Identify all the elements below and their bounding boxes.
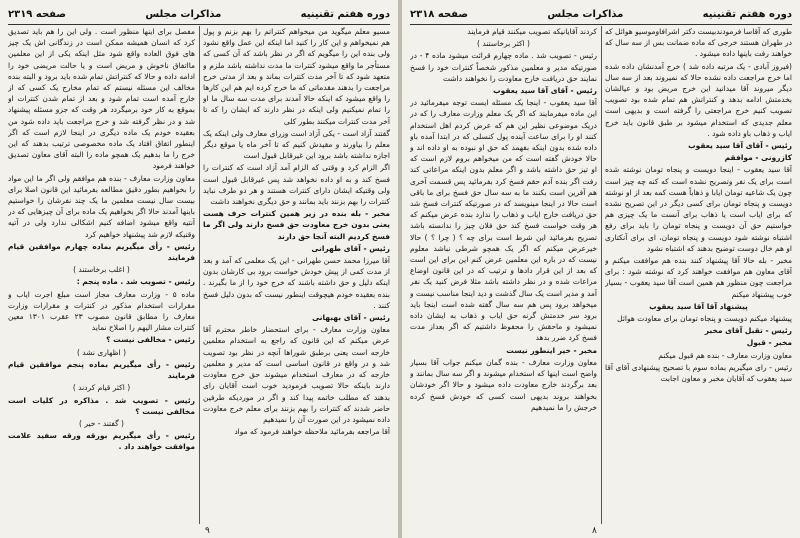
proposal-heading: پیشنهاد آقا آقا سید یعقوب (649, 301, 748, 311)
speaker-line: رئیس - آقای طهرانی (311, 243, 390, 253)
paragraph: آقا مراجعه بفرمائید ملاحظه خواهند فرمود که مواد (234, 427, 390, 437)
journal-term: دوره هفتم تقنینیه (300, 8, 390, 20)
vote-result: ( اکثر برخاستند ) (477, 39, 530, 49)
page-2318 (402, 0, 800, 538)
speaker-line: رئیس - تصویب شد . ماده پنجم : (76, 277, 195, 287)
paragraph: گفتند آزاد است - یکی آزاد است وزرای معارف ولی اینکه یک معلم را بیاورند و مقیدش کنیم که تا آخر ماه یا موقع دیگر اجازه نداشته باشد برود این غیرقابل قبول است (203, 128, 390, 161)
speaker-line: رئیس - مخالفی نیست ؟ (106, 335, 195, 345)
paragraph: رئیس - رای میگیریم بماده سوم با تصحیح پیشنهادی آقای آقا سید یعقوب که آقایان مخبر و معاون اجابت (605, 362, 792, 384)
page-2319 (0, 0, 398, 538)
speaker-line: رئیس - تصویب شد . مذاکره در کلیات است مخالفی نیست ؟ (8, 395, 195, 416)
vote-result: ( اظهاری نشد ) (76, 347, 126, 357)
speaker-line: مخبر - بله بنده در زیر همین کنترات حرف هست یعنی بدون خرج معاودت حق فسخ دارند ولی اگر ما فسخ کردیم البته آنجا حق دارند (203, 209, 390, 241)
paragraph: مفصل برای اینها منظور است . ولی این را هم باید تصدیق کرد که انسان همیشه ممکن است در زندگانی اش یک چیز های فوق العاده واقع شود مثل اینکه یکی از این معلمین مااتفاق ناخوش و مریض است و یا حالت مریضی خود را ادامه داده و حالا که کنتراتش تمام شده باید برود و البته بنده مخالف این مسئله نیستم که تمام مخارج یک کسی که از خارج آمده است تمام شود و بعد از تمام شدن کنترات او بموقع به کار خود برمیگردد هر وقت که جزو مسئله پیشنهاد شد و در نظر گرفته شد و خرج مراجعت باید داده شود من بعقیده خودم یک ماده دیگری در اینجا لازم است که اگر اینطور اتفاق افتاد یک ماده مخصوصی ترتیب بدهند که این خرج را ما بدهیم یک همچو ماده را البته آقای معاون تصدیق خواهند فرمود (8, 27, 195, 171)
speaker-line: رئیس - آقای بهبهانی (312, 313, 390, 323)
speaker-line: رئیس - آقای آقا سید یعقوب (688, 141, 792, 151)
paragraph: طوری که آقاسا فرمودندبیست دکتر اشرافاوموسیو هوائل که در طهران هستند خرجی که ماده ضمانت بس از سه سال که خواهند رفت باینها داده میشود . (605, 27, 792, 59)
speaker-line: رئیس - تقبل آقای مخبر (704, 326, 792, 336)
article-text: ماده ۵ - وزارت معارف مجاز است مبلغ اجرت ایاب و مقرارات استخدام مذکور در کنترات و مقرارات وزارت معارف را مطابق قانون مصوب ۲۳ عقرب ۱۳۰۱ معین کنترات مشار الیهم را اصلاح نماید (8, 289, 195, 333)
page-number: ۹ (205, 526, 210, 536)
text-columns (410, 26, 792, 524)
paragraph: آقا سید یعقوب - اینجا یک مسئله ایست توجه میفرمائید در این ماده میفرمایند که اگر یک معلم وزارت معارف را که در دریک موضوعی نظیر این هم که عرض کردم اهل استخدام کنند او را برای ساعت آینده پول کنسلی که در ابتدا آمده باو داده شده بدون اینکه بفهمد که حق او نبوده به او داده اند و حالا خودش گفته است که من میخواهم بروم لازم است که او تیز حق داشته باشد و اگر معلم بدون اینکه مراعاتی کند رفت اگر بنده آدم حقم فسخ کرد بفرمائید پس قسمت آخری هم آفرین است بکنند ما به سه سال حق فسخ برای ما باقی است حالا در اینجا مینویسد که در صورتیکه کنترات فسخ شد حق دریافت خارج ایاب و ذهاب را ندارد بنده عرض میکنم که هر وقت خواست فسخ کند حق فلان چیز را ندانسته باشد تصریح بفرمائید این شرط است برای چه ؟ ( چرا ؟ ) حالا خیرعرض میکنم که اگر یک همچو شرطی نباشد معلوم نیست که در باره این معلمین عرض کنم این برای این است که بعد از این قرار دادها و ترتیب که در این قانون اوضاع مراعات شده و در نظر داشته باشد مثلا فرض کنید یک نفر آمد و مدیر است یک سال گذشت و دید اینجا مناسب نیست و میخواهد برود پس هم سه سال گفته شده است اینجا باید برود سر خدمتش گرنه حق ایاب و ذهاب به ایشان داده نمیشود و ماحقش را محفوظ داشتیم که اگر بعداز مدت فسخ کرد ضرر بدهد (410, 98, 597, 343)
speaker-line: مخبر - خیر اینطور نیست (506, 345, 597, 355)
speaker-line: رئیس - رأی میگیریم بماده پنجم موافقین قیام فرمایند (8, 359, 195, 381)
page-number: ۸ (592, 526, 597, 536)
page-header (410, 6, 792, 25)
paragraph: معاون وزارت معارف - بنده گمان میکنم جواب آقا بسیار واضح است اینها که استخدام میشوند و اگر سه سال بمانند و بعد برگردند خارج معاودت داده میشود و حالا اگر خودشان بخواهند بروند بدیهی است کسی که خودش فسخ کرده خرجش را ما نمیدهیم (410, 357, 597, 412)
vote-result: ( گفتند - خیر ) (79, 418, 124, 428)
text-columns (8, 26, 390, 524)
paragraph: آقا سید یعقوب - اینجا دویست و پنجاه تومان نوشته شده است برای یک نفر وتصریح نشده است که کنه چه چیز است چون یک شاعیه تومان ایابا و ذهاباً هست کمه بعد از او نوشته دویست و پنجاه تومان برای کسی دیگر در این تصریح نشده که برای ایاب است یا ذهاب برای آنست ما یک چیزی هم خواستیم حق آن دویست و پنجاه تومان را باید برای رفع اشتباه نوشته شود دویست و پنجاه تومان، ای برای آنکتاری او هم خال دوست توضیح بدهند که اشتباه نشود (605, 165, 792, 253)
speaker-line: رئیس - رأی میگیریم بماده چهارم موافقین قیام فرمایند (8, 241, 195, 263)
paragraph: مسیو معلم میگوید من میخواهم کنتراتم را بهم بزنم و پول هم نمیخواهم و این کار را کنید اما اینکه این عمل واقع نشود ولی بنده این را میگویم که اگر در نظر باشد که آن کسی که مستأجر ما واقع میشود کنترات ما مدت نداشته باشد ملزم و متعهد شود که تا آخر مدت کنترات بماند و بعد از مدتی خرج مراجعت را بدهند مقدماتی که ما خرج کرده ایم هم این کارها را واقع میشود که اینکه حالا آمدند برای مدت سه سال ما او را تمام نمیکنیم ولی اینکه در نظر دارند که ایشان را که تا آخر مدت کنترات میکنند بطور کلی (203, 27, 390, 126)
paragraph: کردند آقایانیکه تصویب میکنند قیام فرمایند (467, 27, 597, 36)
speaker-line: کازرونی - موافقم (724, 153, 792, 163)
paragraph: پیشنهاد میکنم دویست و پنجاه تومان برای معاودت هوائل (617, 314, 792, 324)
column-left (410, 26, 597, 524)
journal-term: دوره هفتم تقنینیه (702, 8, 792, 20)
journal-title: مذاکرات مجلس (145, 8, 222, 20)
journal-title: مذاکرات مجلس (547, 8, 624, 20)
column-right (203, 26, 390, 524)
speaker-line: مخبر - قبول (746, 338, 792, 348)
page-header (8, 6, 390, 25)
paragraph: اگر الزام کرد و وقتی که الزام آمد آزاد است که کنترات را فسخ کند و به او داده نخواهد شد پس غیرقابل قبول است ولی وقتیکه ایشان دارای کنترات هستند و هر دو طرف نباید کنترات را بهم بزنند باید بمانند و حق دیگری نخواهند داشت (203, 163, 390, 207)
paragraph: معاون وزارت معارف - بنده هم قبول میکنم (658, 350, 792, 360)
paragraph: رئیس - تصویب شد . ماده چهارم قرائت میشود ماده ۴ - در صورتیکه مدیر و معلمین مذکور شخصاً کنترات خود را فسخ نمایند حق دریافت خارج معاودت را نخواهند داشت (410, 51, 597, 83)
speaker-line: رئیس - آقای آقا سید یعقوب (493, 86, 597, 96)
page-label: صفحه ۲۳۱۸ (410, 8, 469, 20)
paragraph: معاون وزارت معارف - بنده هم موافقم ولی اگر ما این مواد را بخواهیم بطور دقیق مطالعه بفرمائید این قانون اصلا برای بیست سال نیست معلمین ما یک چند نفرشان را خواستیم باینها آمدند حالا اگر بخواهیم یک ماده برای آن چیزهایی که در آنتیه واقع میشود اضافه کنیم اشکالی ندارد ولی در آتیه وقتیکه لازم شد پیشنهاد خواهیم کرد (8, 173, 195, 239)
vote-result: ( اکثر قیام کردند ) (72, 383, 131, 393)
column-left (8, 26, 195, 524)
book-gutter (398, 0, 402, 538)
paragraph: مخبر - بله حالا آقا پیشنهاد کنند بنده هم موافقت میکنم و آقای معاون هم موافقت خواهند کرد که نوشته شود : برای مراجعت چون منظور هم همین است آقا سید یعقوب - بسیار خوب پیشنهاد میکنم (605, 256, 792, 299)
vote-result: ( اغلب برخاستند ) (73, 265, 130, 275)
page-label: صفحه ۲۳۱۹ (8, 8, 67, 20)
paragraph: (فیروز آبادی - یک مرتبه داده شد ) خرج آمدنشان داده شده اما خرج مراجعت داده نشده حالا که نمیروند بعد از سه سال دیگر میروند آقا میدانید این خرج مریض بود و عیالشان بخدمتش ادامه بدهد و کنتراتش هم تمام شده بود تصویب تصویب کنیم خرج مراجعتی را گرفته است و بدیهی است معلم جدیدی که استخدام میشود بر طبق قانون باید خرج ایاب و ذهاب باو داده شود . (605, 61, 792, 138)
speaker-line: رئیس - رأی میگیریم بورقه ورقه سفید علامت موافقت خواهند داد . (8, 431, 195, 452)
paragraph: معاون وزارت معارف - برای استحضار خاطر محترم آقا عرض میکنم که این قانون که راجع به استخدام معلمین خارجه است یعنی برطبق شوراها آنچه در نظر بود تصویب شد و در واقع در قانون اساسی است که مدیر و معلمین خارجه که در معارف استخدام میشوند حق خرج معاودت دارند باینکه حالا تصویب فرمودید خوب است آقایان رای بدهند که مطلب خاتمه پیدا کند و اگر در موردیکه طرفین حاضر شدند که کنترات را بهم بزنند برای معلم خرج معاودت داده نمیشود در این صورت آن را نمیدهیم (203, 325, 390, 424)
paragraph: آقا میرزا محمد حسن طهرانی - این یک معلمی که آمد و بعد از مدت کمی از پیش خودش خواست برود بی کارشان بدون اینکه دلیل و حق داشته باشند که خرج خود را از ما بگیرند . بنده بعقیده خودم هیچوقت اینطور نیست که بدون دلیل فسخ کنند . (203, 256, 390, 310)
column-right (605, 26, 792, 524)
